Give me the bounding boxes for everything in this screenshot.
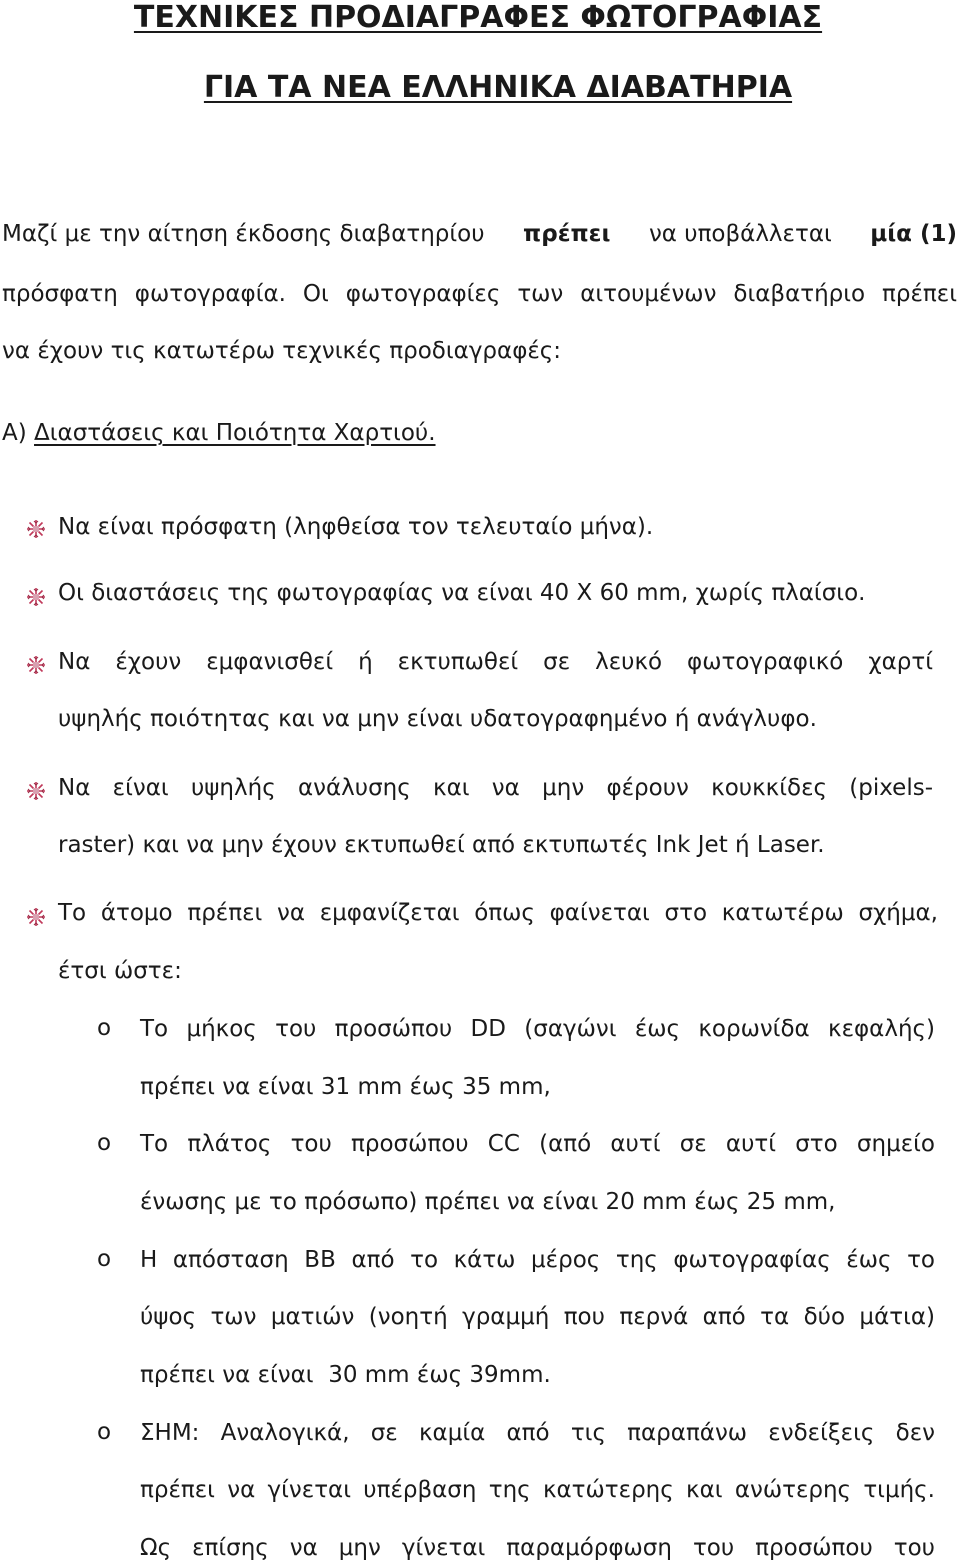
sub-bullet-3-line-2: ύψος των ματιών (νοητή γραμμή που περνά από τα δύο μάτια)	[140, 1304, 935, 1330]
bullet-flower-icon	[25, 780, 47, 802]
bullet-3-line-2: υψηλής ποιότητας και να μην είναι υδατογραφημένο ή ανάγλυφο.	[58, 706, 817, 732]
sub-bullet-marker: o	[97, 1015, 112, 1041]
section-a-heading	[2, 420, 436, 446]
bullet-flower-icon	[25, 906, 47, 928]
sub-bullet-marker: o	[97, 1419, 112, 1445]
sub-bullet-2-line-2: ένωσης με το πρόσωπο) πρέπει να είναι 20 mm έως 25 mm,	[140, 1189, 836, 1215]
intro-text-c: να υποβάλλεται	[648, 221, 832, 247]
sub-bullet-4-line-1: ΣΗΜ: Αναλογικά, σε καμία από τις παραπάνω ενδείξεις δεν	[140, 1420, 935, 1446]
bullet-1-text: Να είναι πρόσφατη (ληφθείσα τον τελευταίο μήνα).	[58, 514, 654, 540]
section-a-prefix: Α)	[2, 420, 27, 446]
sub-bullet-marker: o	[97, 1130, 112, 1156]
sub-bullet-marker: o	[97, 1246, 112, 1272]
bullet-4-line-1: Να είναι υψηλής ανάλυσης και να μην φέρουν κουκκίδες (pixels-	[58, 775, 933, 801]
bullet-flower-icon	[25, 518, 47, 540]
intro-line-3: να έχουν τις κατωτέρω τεχνικές προδιαγραφές:	[2, 338, 562, 364]
document-title-line-1: ΤΕΧΝΙΚΕΣ ΠΡΟΔΙΑΓΡΑΦΕΣ ΦΩΤΟΓΡΑΦΙΑΣ	[133, 0, 823, 35]
sub-bullet-1-line-2: πρέπει να είναι 31 mm έως 35 mm,	[140, 1074, 551, 1100]
bullet-flower-icon	[25, 586, 47, 608]
sub-bullet-3-line-3: πρέπει να είναι 30 mm έως 39mm.	[140, 1362, 551, 1388]
bullet-5-line-2: έτσι ώστε:	[58, 958, 182, 984]
intro-line-2: πρόσφατη φωτογραφία. Οι φωτογραφίες των αιτουμένων διαβατήριο πρέπει	[2, 281, 957, 307]
bullet-2-text: Οι διαστάσεις της φωτογραφίας να είναι 40 Χ 60 mm, χωρίς πλαίσιο.	[58, 580, 866, 606]
document-title-line-2: ΓΙΑ ΤΑ ΝΕΑ ΕΛΛΗΝΙΚΑ ΔΙΑΒΑΤΗΡΙΑ	[203, 70, 793, 105]
bullet-5-line-1: Το άτομο πρέπει να εμφανίζεται όπως φαίνεται στο κατωτέρω σχήμα,	[58, 900, 938, 926]
bullet-4-line-2: raster) και να μην έχουν εκτυπωθεί από εκτυπωτές Ink Jet ή Laser.	[58, 832, 825, 858]
bullet-flower-icon	[25, 654, 47, 676]
intro-text-must: πρέπει	[523, 221, 611, 247]
intro-line-1	[2, 220, 957, 248]
bullet-3-line-1: Να έχουν εμφανισθεί ή εκτυπωθεί σε λευκό φωτογραφικό χαρτί	[58, 649, 933, 675]
intro-text-one: μία (1)	[870, 221, 957, 247]
sub-bullet-4-line-3: Ως επίσης να μην γίνεται παραμόρφωση του προσώπου του	[140, 1535, 935, 1561]
section-a-title: Διαστάσεις και Ποιότητα Χαρτιού.	[34, 420, 436, 446]
sub-bullet-1-line-1: Το μήκος του προσώπου DD (σαγώνι έως κορωνίδα κεφαλής)	[140, 1016, 935, 1042]
intro-text-a: Μαζί με την αίτηση έκδοσης διαβατηρίου	[2, 221, 485, 247]
sub-bullet-4-line-2: πρέπει να γίνεται υπέρβαση της κατώτερης και ανώτερης τιμής.	[140, 1477, 935, 1503]
sub-bullet-3-line-1: Η απόσταση ΒΒ από το κάτω μέρος της φωτογραφίας έως το	[140, 1247, 935, 1273]
sub-bullet-2-line-1: Το πλάτος του προσώπου CC (από αυτί σε αυτί στο σημείο	[140, 1131, 935, 1157]
